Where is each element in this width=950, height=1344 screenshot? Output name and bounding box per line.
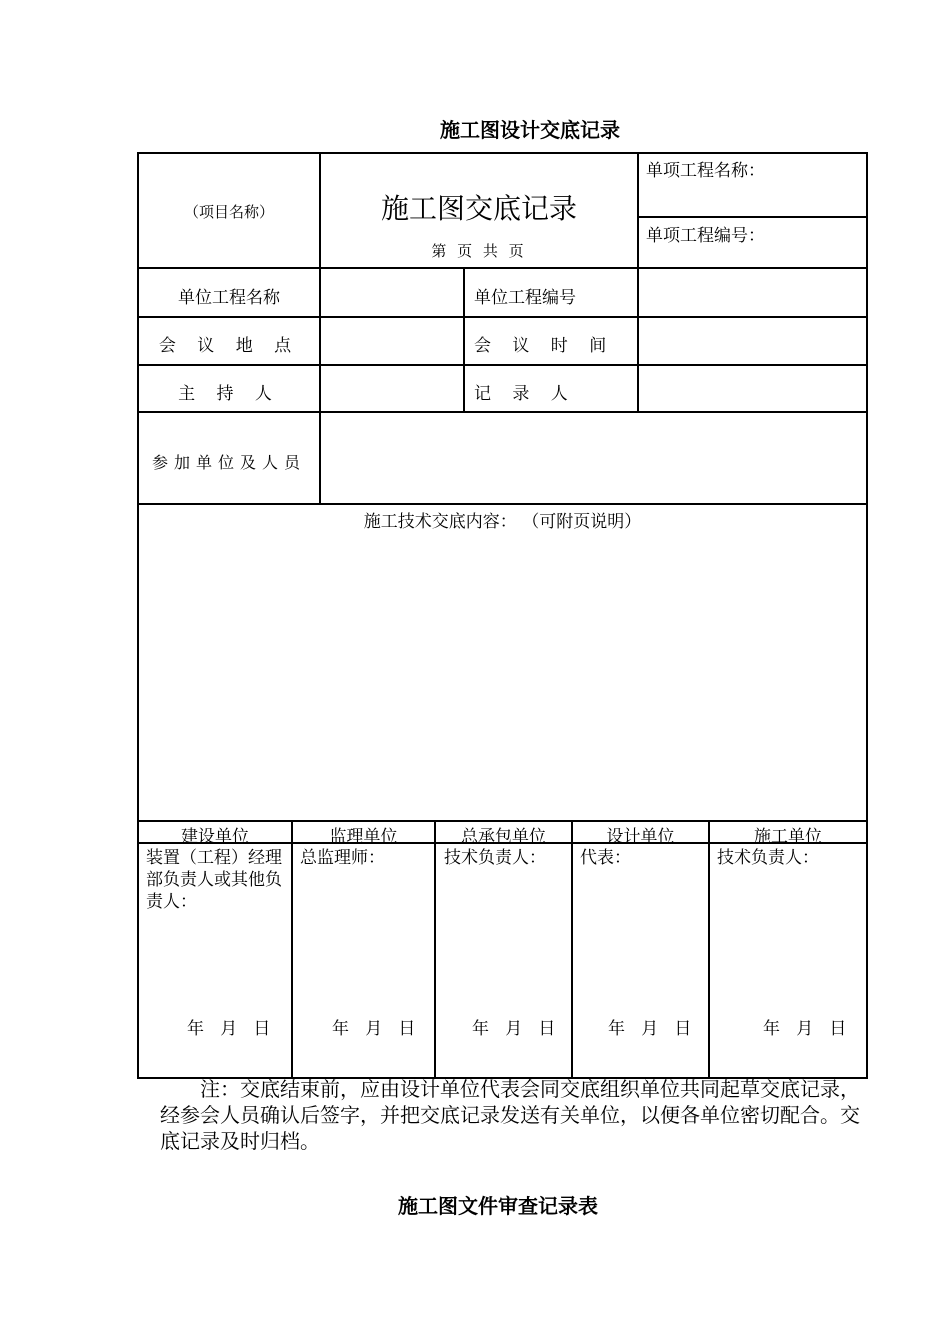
participants-label: 参加单位及人员 bbox=[151, 453, 306, 472]
recorder-label: 记 录 人 bbox=[474, 384, 576, 404]
signature-header: 监理单位 bbox=[329, 827, 398, 847]
unit-project-no-label: 单位工程编号 bbox=[474, 288, 576, 308]
document-title: 施工图设计交底记录 bbox=[440, 118, 620, 142]
table-rule bbox=[137, 364, 868, 366]
signature-role: 代表： bbox=[580, 848, 631, 868]
table-col-rule bbox=[291, 820, 293, 1079]
footnote: 注：交底结束前，应由设计单位代表会同交底组织单位共同起草交底记录，经参会人员确认后签字，并把交底记录发送有关单位，以便各单位密切配合。交底记录及时归档。 bbox=[160, 1077, 860, 1153]
content-label: 施工技术交底内容： （可附页说明） bbox=[363, 512, 642, 532]
signature-role: 装置（工程）经理部负责人或其他负责人： bbox=[146, 848, 282, 912]
table-col-rule bbox=[571, 820, 573, 1079]
host-label: 主 持 人 bbox=[178, 384, 280, 404]
signature-date: 年 月 日 bbox=[472, 1019, 556, 1039]
page-info: 第 页 共 页 bbox=[431, 242, 527, 260]
signature-header: 总承包单位 bbox=[461, 827, 546, 847]
table-col-rule bbox=[708, 820, 710, 1079]
signature-date: 年 月 日 bbox=[608, 1019, 692, 1039]
signature-role: 技术负责人： bbox=[717, 848, 819, 868]
signature-role: 总监理师： bbox=[300, 848, 385, 868]
single-project-no-label: 单项工程编号： bbox=[646, 226, 765, 246]
table-rule bbox=[137, 503, 868, 505]
project-name-label: （项目名称） bbox=[183, 203, 274, 221]
signature-date: 年 月 日 bbox=[763, 1019, 847, 1039]
signature-header: 建设单位 bbox=[181, 827, 249, 847]
table-border-top bbox=[137, 152, 868, 154]
meeting-time-label: 会 议 时 间 bbox=[474, 336, 615, 356]
single-project-name-label: 单项工程名称： bbox=[646, 161, 765, 181]
signature-role: 技术负责人： bbox=[444, 848, 546, 868]
table-rule bbox=[637, 216, 868, 218]
meeting-place-label: 会 议 地 点 bbox=[158, 336, 300, 356]
table-col-rule bbox=[637, 152, 639, 413]
unit-project-name-label: 单位工程名称 bbox=[178, 288, 280, 308]
table-rule bbox=[137, 316, 868, 318]
table-col-rule bbox=[463, 267, 465, 413]
signature-header: 设计单位 bbox=[606, 827, 675, 847]
table-rule bbox=[137, 411, 868, 413]
table-col-rule bbox=[434, 820, 436, 1079]
signature-header: 施工单位 bbox=[754, 827, 822, 847]
signature-date: 年 月 日 bbox=[332, 1019, 416, 1039]
signature-date: 年 月 日 bbox=[187, 1019, 271, 1039]
next-section-title: 施工图文件审查记录表 bbox=[398, 1194, 598, 1218]
form-title: 施工图交底记录 bbox=[380, 192, 577, 225]
table-rule bbox=[137, 267, 868, 269]
table-border-right bbox=[866, 152, 868, 1079]
